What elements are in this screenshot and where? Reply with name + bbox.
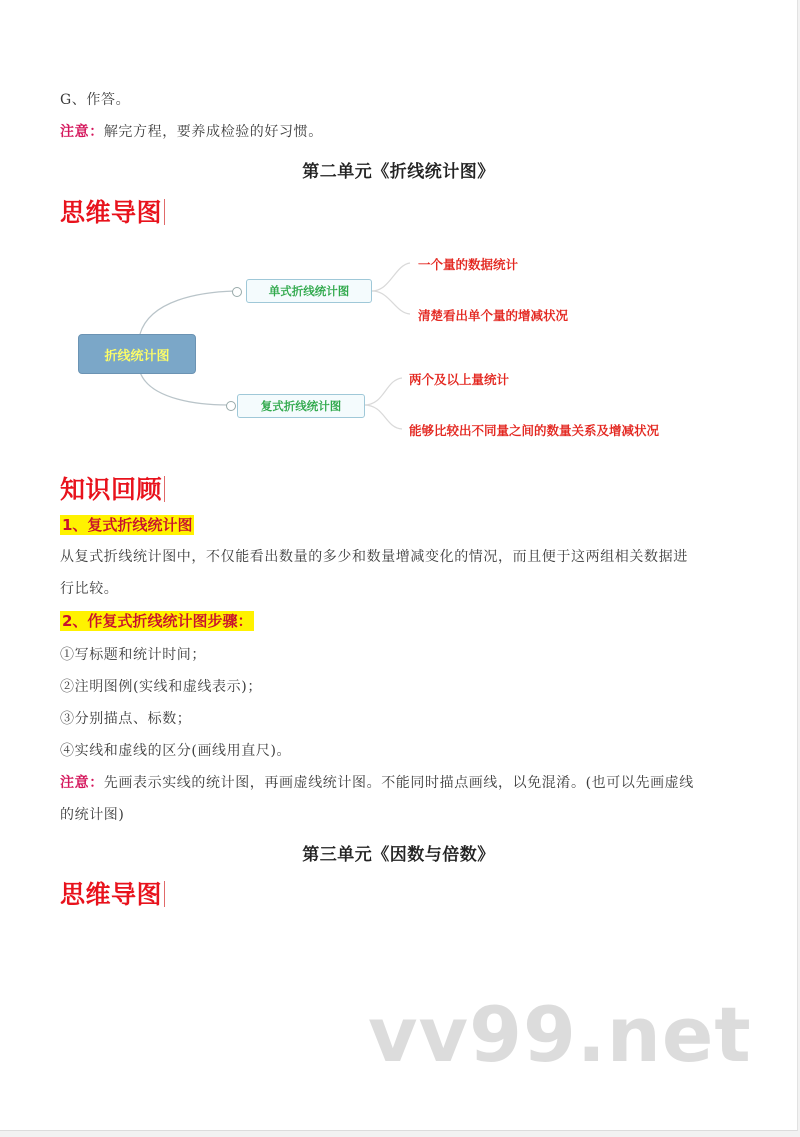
step-item: ①写标题和统计时间； <box>60 647 206 663</box>
watermark: vv99.net <box>368 990 752 1079</box>
step-item: ④实线和虚线的区分(画线用直尺)。 <box>60 743 292 759</box>
unit2-note-line: 的统计图) <box>60 807 125 823</box>
collapse-circle-icon <box>226 401 236 411</box>
mindmap-leaf: 清楚看出单个量的增减状况 <box>418 308 569 323</box>
section1-title: 1、复式折线统计图 <box>62 516 193 534</box>
unit3-mindmap-heading: 思维导图 <box>60 875 165 911</box>
note-text: 解完方程，要养成检验的好习惯。 <box>103 124 323 140</box>
section1-text-line: 从复式折线统计图中，不仅能看出数量的多少和数量增减变化的情况，而且便于这两组相关数据进 <box>60 549 688 565</box>
mindmap-leaf: 一个量的数据统计 <box>418 257 519 272</box>
unit3-title: 第三单元《因数与倍数》 <box>302 845 495 865</box>
mindmap-root: 折线统计图 <box>78 334 196 374</box>
note-text: 先画表示实线的统计图，再画虚线统计图。不能同时描点画线，以免混淆。(也可以先画虚线 <box>103 775 694 791</box>
mindmap-branch-single: 单式折线统计图 <box>246 279 372 303</box>
unit2-mindmap-heading: 思维导图 <box>60 193 165 229</box>
review-heading: 知识回顾 <box>60 470 165 506</box>
unit2-note-line <box>60 772 694 792</box>
mindmap-leaf: 两个及以上量统计 <box>409 372 510 387</box>
step-g-text: G、作答。 <box>60 92 131 108</box>
mindmap-branch-compound: 复式折线统计图 <box>237 394 365 418</box>
step-item: ③分别描点、标数； <box>60 711 192 727</box>
note-label: 注意： <box>60 775 104 791</box>
section1-text-line: 行比较。 <box>60 581 119 597</box>
step-item: ②注明图例(实线和虚线表示)； <box>60 679 262 695</box>
note-label: 注意： <box>60 124 104 140</box>
mindmap-connectors <box>0 0 797 470</box>
section2-title: 2、作复式折线统计图步骤： <box>62 612 253 630</box>
collapse-circle-icon <box>232 287 242 297</box>
mindmap-leaf: 能够比较出不同量之间的数量关系及增减状况 <box>409 423 660 438</box>
unit2-title: 第二单元《折线统计图》 <box>302 162 495 182</box>
